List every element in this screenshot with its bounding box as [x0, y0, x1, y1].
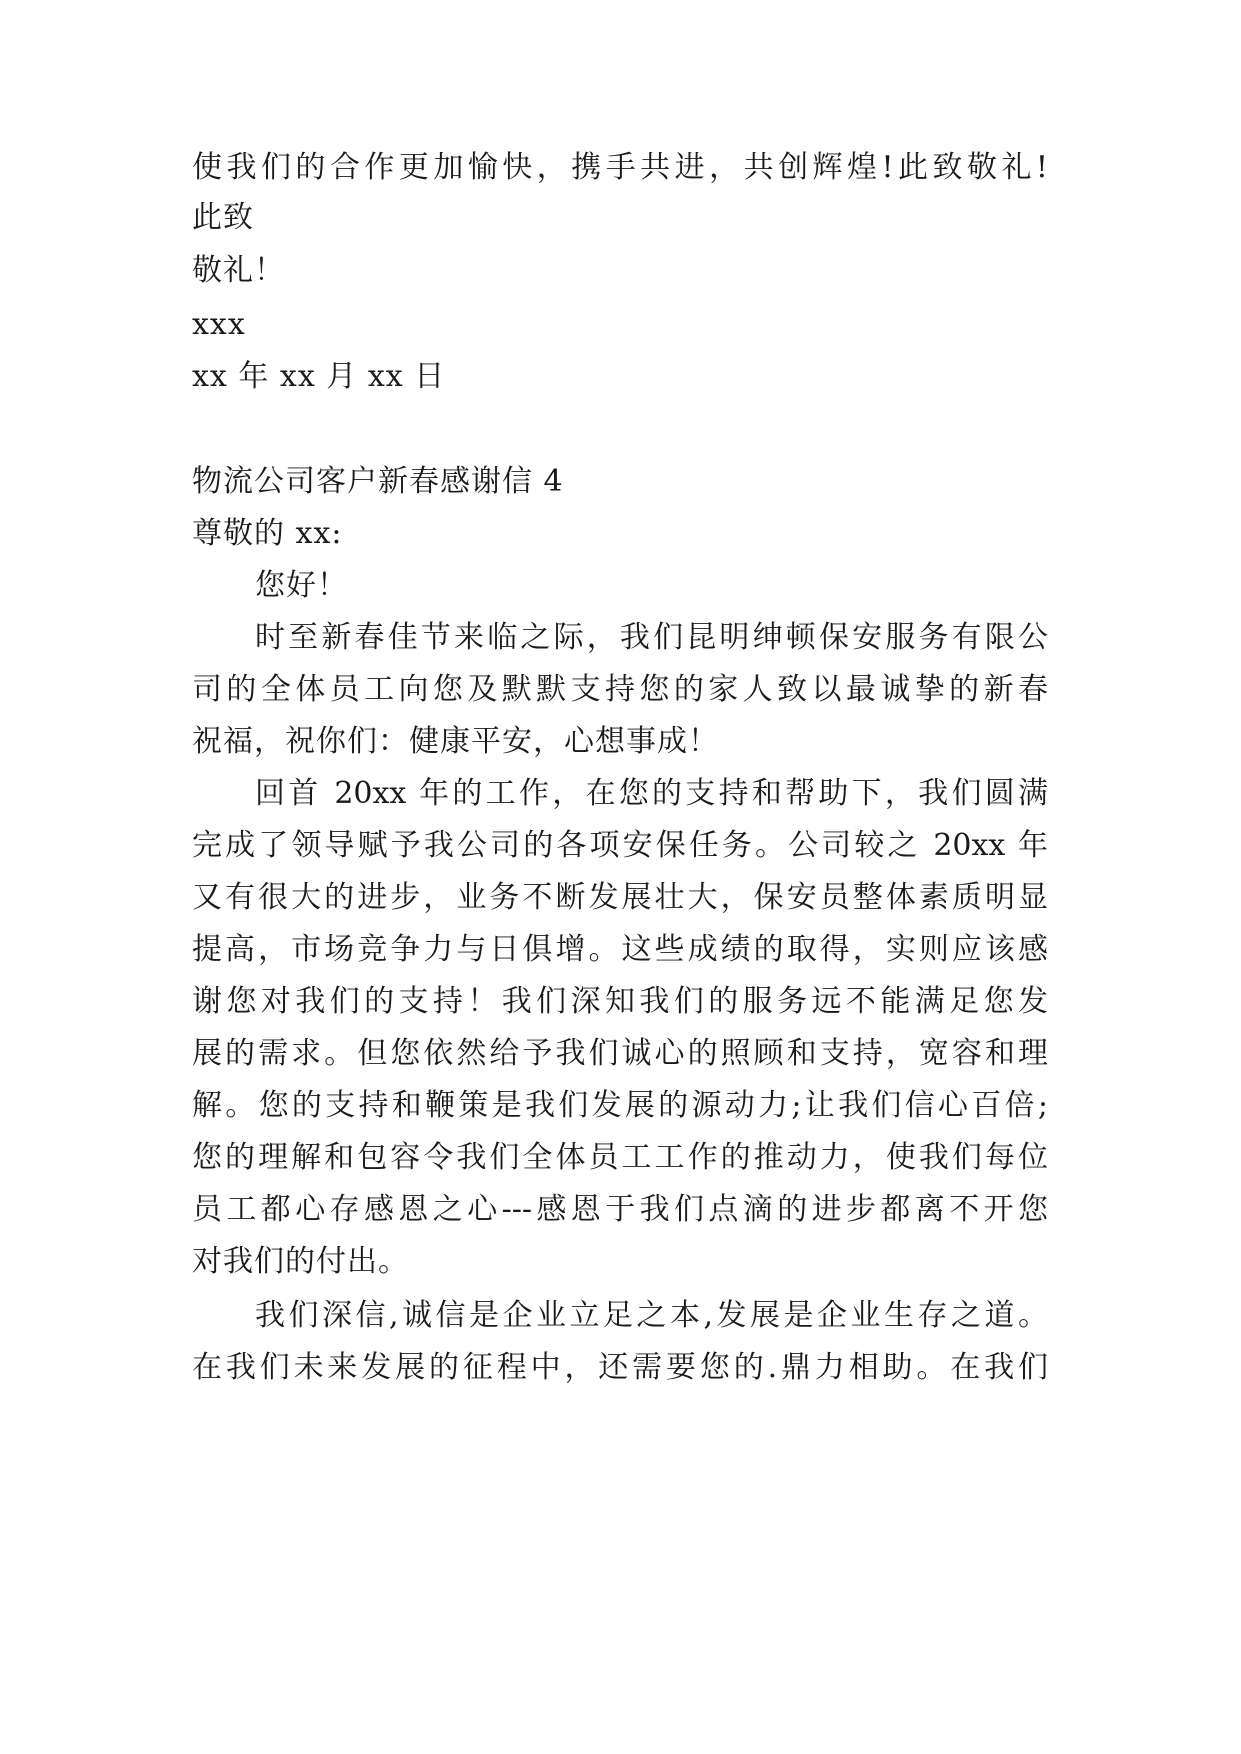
paragraph-line: 提高，市场竞争力与日俱增。这些成绩的取得，实则应该感 — [192, 932, 1048, 967]
closing-line: 使我们的合作更加愉快，携手共进，共创辉煌!此致敬礼! — [192, 150, 1048, 185]
paragraph-line: 员工都心存感恩之心---感恩于我们点滴的进步都离不开您 — [192, 1192, 1048, 1227]
paragraph-line: 我们深信,诚信是企业立足之本,发展是企业生存之道。 — [255, 1298, 1048, 1333]
signature: xxx — [192, 307, 246, 342]
paragraph-line: 解。您的支持和鞭策是我们发展的源动力;让我们信心百倍; — [192, 1088, 1048, 1123]
paragraph-line: 展的需求。但您依然给予我们诚心的照顾和支持，宽容和理 — [192, 1036, 1048, 1071]
paragraph-line: 时至新春佳节来临之际，我们昆明绅顿保安服务有限公 — [255, 620, 1048, 655]
salutation: 尊敬的 xx: — [192, 516, 343, 551]
closing-ci-zhi: 此致 — [192, 200, 254, 235]
paragraph-line: 完成了领导赋予我公司的各项安保任务。公司较之 20xx 年 — [192, 828, 1048, 863]
paragraph-line: 司的全体员工向您及默默支持您的家人致以最诚挚的新春 — [192, 672, 1048, 707]
signature-date: xx 年 xx 月 xx 日 — [192, 359, 446, 394]
paragraph-line: 祝福，祝你们：健康平安，心想事成！ — [192, 724, 719, 759]
paragraph-line: 回首 20xx 年的工作，在您的支持和帮助下，我们圆满 — [255, 776, 1048, 811]
closing-jing-li: 敬礼！ — [192, 253, 285, 288]
letter-title: 物流公司客户新春感谢信 4 — [192, 464, 564, 499]
paragraph-line: 在我们未来发展的征程中，还需要您的.鼎力相助。在我们 — [192, 1350, 1048, 1385]
paragraph-line: 您的理解和包容令我们全体员工工作的推动力，使我们每位 — [192, 1140, 1048, 1175]
paragraph-line: 又有很大的进步，业务不断发展壮大，保安员整体素质明显 — [192, 880, 1048, 915]
greeting: 您好！ — [255, 568, 348, 603]
paragraph-line: 谢您对我们的支持！我们深知我们的服务远不能满足您发 — [192, 984, 1048, 1019]
paragraph-line: 对我们的付出。 — [192, 1244, 409, 1279]
